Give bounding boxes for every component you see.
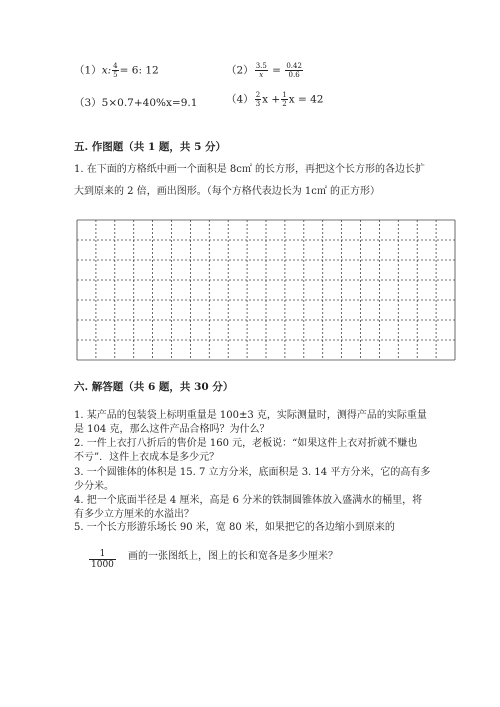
equation-2: [226, 62, 304, 79]
equation-label: （2）: [226, 64, 254, 77]
equation-mid: x +: [262, 93, 281, 106]
fraction: [285, 62, 303, 79]
equation-rhs: = 6: 12: [119, 64, 159, 77]
scale-fraction: [89, 549, 116, 570]
equation-label: （1）: [74, 64, 102, 77]
equals-sign: =: [272, 64, 281, 77]
fraction-denominator: 3: [255, 100, 261, 108]
equation-1: [74, 62, 159, 79]
equation-4: [226, 91, 323, 108]
fraction: [112, 62, 118, 79]
fraction-numerator: 4: [113, 62, 118, 70]
fraction-denominator: 5: [113, 71, 118, 79]
fraction: [281, 91, 287, 108]
grid-paper: [76, 219, 456, 361]
fraction-denominator: 2: [282, 100, 287, 108]
fraction: [255, 62, 268, 79]
equation-var: x:: [101, 64, 112, 77]
scale-fraction-denominator: 1000: [91, 560, 114, 570]
fraction-numerator: 1: [282, 91, 287, 99]
section-6-line-8: 有多少立方厘米的水溢出？: [74, 509, 194, 520]
section-6-line-1: 1. 某产品的包装袋上标明重量是 100±3 克，实际测量时，测得产品的实际重量: [74, 410, 427, 421]
section-6-line-4: 不亏”．这件上衣成本是多少元？: [74, 452, 220, 463]
section-5-q1-line-1: 1. 在下面的方格纸中画一个面积是 8c㎡ 的长方形，再把这个长方形的各边长扩: [74, 164, 426, 175]
section-6-line-5: 3. 一个圆锥体的体积是 15. 7 立方分米，底面积是 3. 14 平方分米，它的高有多: [74, 467, 431, 478]
section-6-line-2: 是 104 克，那么这件产品合格吗？为什么？: [74, 424, 270, 435]
section-6-line-6: 少分米。: [74, 481, 114, 492]
section-6-title: 六. 解答题（共 6 题，共 30 分）: [74, 381, 234, 393]
section-5-title: 五. 作图题（共 1 题，共 5 分）: [74, 141, 227, 153]
section-5-q1-line-2: 大到原来的 2 倍，画出图形。（每个方格代表边长为 1c㎡ 的正方形）: [74, 186, 381, 197]
scale-fraction-numerator: 1: [89, 549, 116, 560]
equation-label: （4）: [226, 93, 254, 106]
fraction-numerator: 2: [255, 91, 261, 99]
section-6-line-7: 4. 把一个底面半径是 4 厘米，高是 6 分米的铁制圆锥体放入盛满水的桶里，将: [74, 495, 423, 506]
fraction-numerator: 0.42: [286, 62, 302, 70]
fraction: [255, 91, 261, 108]
fraction-denominator: x: [259, 71, 264, 79]
section-6-line-10: 画的一张图纸上，图上的长和宽各是多少厘米？: [128, 551, 338, 562]
fraction-denominator: 0.6: [288, 71, 300, 79]
fraction-numerator: 3.5: [255, 62, 267, 70]
equation-rhs: x = 42: [288, 93, 324, 106]
equation-3: （3）5×0.7+40%x=9.1: [74, 97, 198, 109]
section-6-line-9: 5. 一个长方形游乐场长 90 米，宽 80 米，如果把它的各边缩小到原来的: [74, 522, 395, 533]
section-6-line-3: 2. 一件上衣打八折后的售价是 160 元，老板说：“如果这件上衣对折就不赚也: [74, 438, 418, 449]
